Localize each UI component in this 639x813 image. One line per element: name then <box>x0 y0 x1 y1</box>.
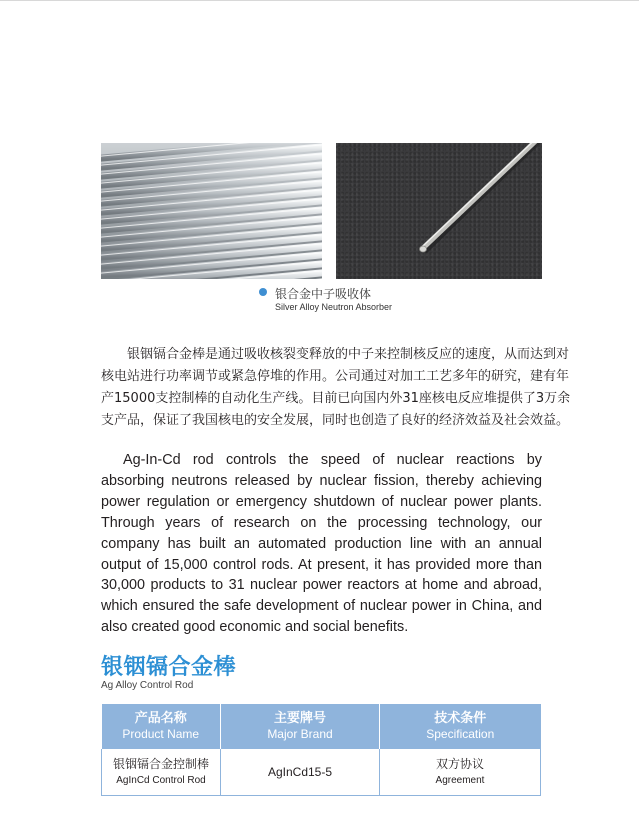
header-en: Major Brand <box>267 727 333 741</box>
photo-single-rod <box>336 143 542 279</box>
top-rule <box>0 0 639 1</box>
paragraph-chinese-line: 核电站进行功率调节或紧急停堆的作用。公司通过对加工工艺多年的研究，建有年 <box>101 369 570 384</box>
paragraph-chinese-line: 支产品，保证了我国核电的安全发展，同时也创造了良好的经济效益及社会效益。 <box>101 413 570 428</box>
header-en: Product Name <box>122 727 200 741</box>
cell-en: Agreement <box>435 775 485 786</box>
paragraph-chinese <box>101 344 571 432</box>
table-header-row <box>102 704 541 749</box>
header-en: Specification <box>426 727 495 741</box>
paragraph-chinese-line: 银铟镉合金棒是通过吸收核裂变释放的中子来控制核反应的速度，从而达到对 <box>127 347 570 362</box>
header-zh: 主要牌号 <box>273 711 326 726</box>
stacked-rods-image <box>101 143 322 279</box>
single-rod-image <box>336 143 542 279</box>
header-product-name <box>102 704 221 749</box>
header-specification <box>380 704 541 749</box>
caption-chinese: 银合金中子吸收体 <box>275 287 372 301</box>
section-title: 银铟镉合金棒 <box>101 655 237 680</box>
cell-zh: 双方协议 <box>435 757 484 771</box>
cell-zh: 银铟镉合金控制棒 <box>112 757 209 771</box>
spec-table <box>101 704 541 796</box>
header-major-brand <box>221 704 380 749</box>
caption-bullet-icon <box>259 288 267 296</box>
paragraph-chinese-line: 产15000支控制棒的自动化生产线。目前已向国内外31座核电反应堆提供了3万余 <box>101 391 571 406</box>
paragraph-english-text: Ag-In-Cd rod controls the speed of nuclear reactions by absorbing neutrons released by nuclear fission, thereby achieving power regulation or emergency shutdown of nuclear power plants. Through years of research on the processing technology, our company has built an automated production line with an annual output of 15,000 control rods. At present, it has provided more than 30,000 products to 31 nuclear power reactors at home and abroad, which ensured the safe development of nuclear power in China, and also created good economic and social benefits. <box>101 452 542 636</box>
cell-product-name <box>102 749 221 796</box>
cell-specification <box>380 749 541 796</box>
paragraph-english <box>101 450 542 638</box>
table-row <box>102 749 541 796</box>
caption-english: Silver Alloy Neutron Absorber <box>275 302 393 312</box>
cell-en: AgInCd Control Rod <box>116 775 206 786</box>
photo-stacked-rods <box>101 143 322 279</box>
cell-brand: AgInCd15-5 <box>267 765 333 779</box>
header-zh: 产品名称 <box>134 711 187 726</box>
section-subtitle: Ag Alloy Control Rod <box>101 680 194 691</box>
cell-major-brand <box>221 749 380 796</box>
header-zh: 技术条件 <box>434 711 487 726</box>
